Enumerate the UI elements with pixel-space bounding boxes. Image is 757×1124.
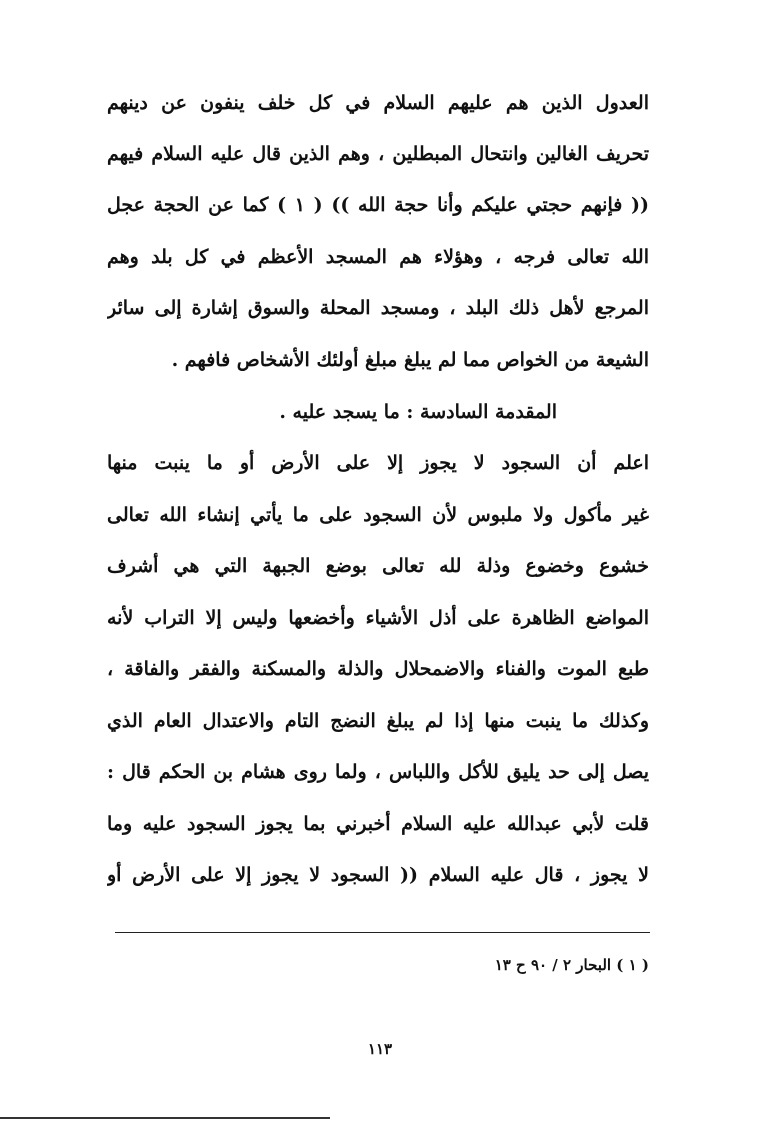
page-number: ١١٣ — [367, 1040, 393, 1058]
text-line: المرجع لأهل ذلك البلد ، ومسجد المحلة والسوق إشارة إلى سائر — [107, 297, 649, 319]
text-line: اعلم أن السجود لا يجوز إلا على الأرض أو ما ينبت منها — [107, 452, 649, 474]
text-line: تحريف الغالين وانتحال المبطلين ، وهم الذين قال عليه السلام فيهم — [107, 143, 649, 165]
text-line: طبع الموت والفناء والاضمحلال والذلة والمسكنة والفقر والفاقة ، — [107, 658, 649, 680]
text-line: المواضع الظاهرة على أذل الأشياء وأخضعها وليس إلا التراب لأنه — [107, 607, 649, 629]
text-line: (( فإنهم حجتي عليكم وأنا حجة الله )) ( ١ ) كما عن الحجة عجل — [107, 194, 649, 216]
footnote-divider — [115, 932, 650, 933]
text-line: الشيعة من الخواص مما لم يبلغ مبلغ أولئك الأشخاص فافهم . — [171, 349, 649, 371]
text-line: خشوع وخضوع وذلة لله تعالى بوضع الجبهة التي هي أشرف — [107, 555, 649, 577]
text-line: الله تعالى فرجه ، وهؤلاء هم المسجد الأعظم في كل بلد وهم — [107, 246, 649, 268]
scan-edge-line — [0, 1117, 330, 1119]
text-line: قلت لأبي عبدالله عليه السلام أخبرني بما يجوز السجود عليه وما — [107, 813, 649, 835]
text-line: وكذلك ما ينبت منها إذا لم يبلغ النضج التام والاعتدال العام الذي — [107, 710, 649, 732]
section-heading: المقدمة السادسة : ما يسجد عليه . — [279, 401, 557, 423]
text-line: لا يجوز ، قال عليه السلام (( السجود لا يجوز إلا على الأرض أو — [107, 864, 649, 886]
footnote: ( ١ ) البحار ٢ / ٩٠ ح ١٣ — [494, 956, 649, 974]
text-line: غير مأكول ولا ملبوس لأن السجود على ما يأتي إنشاء الله تعالى — [107, 504, 649, 526]
text-line: العدول الذين هم عليهم السلام في كل خلف ينفون عن دينهم — [107, 92, 649, 114]
text-line: يصل إلى حد يليق للأكل واللباس ، ولما روى هشام بن الحكم قال : — [107, 761, 649, 783]
